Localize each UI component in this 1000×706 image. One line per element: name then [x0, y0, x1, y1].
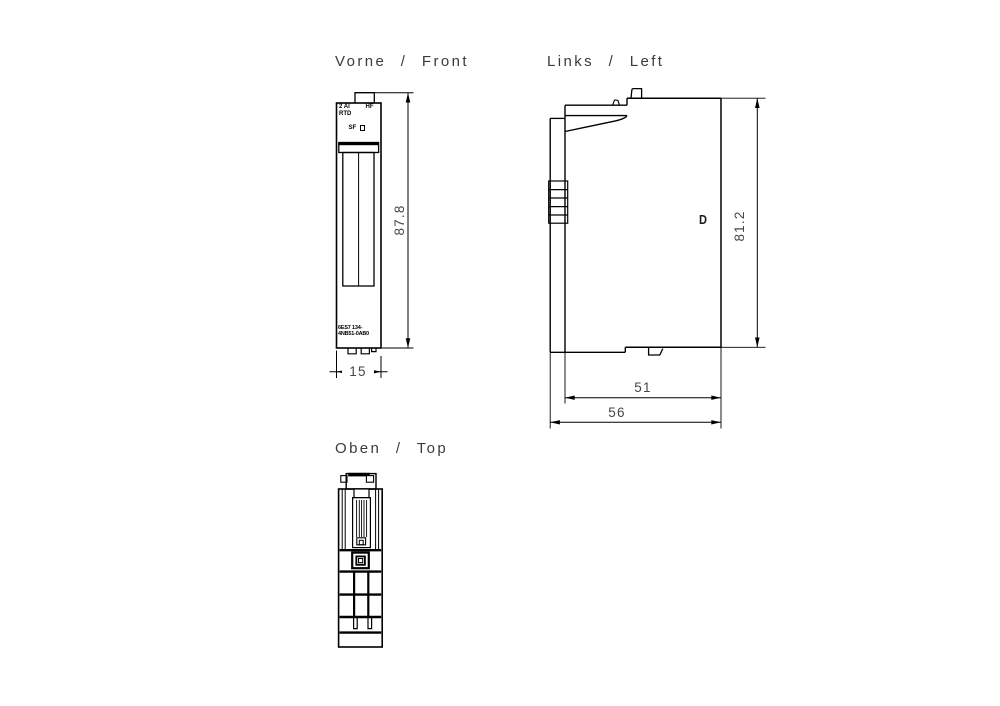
arrow-down [755, 338, 760, 348]
top-recess [354, 489, 369, 498]
front-bottom-feet [348, 348, 376, 354]
top-view-title: Oben / Top [335, 440, 449, 457]
left-depth51-dimension [565, 396, 721, 400]
left-slope-line [565, 116, 627, 132]
front-part-number-line1: 6ES7 134- [338, 324, 363, 331]
front-sf-led-label: SF [348, 124, 357, 131]
arrow-left [565, 396, 575, 400]
arrow-down [406, 338, 411, 348]
front-view-title: Vorne / Front [335, 53, 469, 70]
top-view-drawing [339, 473, 383, 647]
front-channel-label: 2 AI [339, 104, 350, 110]
front-sf-led-box [360, 125, 365, 131]
left-top-tab [631, 89, 642, 98]
front-top-tab [355, 93, 374, 103]
left-latch-bump [613, 100, 620, 105]
left-depth51-dim-text: 51 [634, 380, 652, 395]
left-rail-hook [649, 347, 663, 355]
arrow-up [406, 93, 411, 103]
left-height-dimension [755, 98, 760, 347]
front-part-number-line2: 4NB51-0AB0 [338, 331, 370, 337]
arrow-left [550, 420, 560, 424]
top-connector-notch [366, 476, 373, 483]
top-channel-slots [357, 500, 367, 537]
arrow-right [711, 396, 721, 400]
top-coding-element [352, 553, 369, 569]
left-d-marking: D [699, 212, 707, 227]
top-channel-bracket [357, 538, 366, 545]
front-terminal-cap-edge [339, 142, 379, 145]
front-width-dim-text: 15 [342, 364, 374, 380]
arrow-up [755, 98, 760, 108]
front-class-label: HF [365, 104, 374, 110]
top-bottom-slots [354, 617, 372, 629]
left-height-dim-text: 81.2 [732, 210, 747, 242]
left-view-title: Links / Left [547, 53, 665, 70]
arrow-right [711, 420, 721, 424]
left-view-drawing [549, 89, 766, 429]
front-height-dim-text: 87.8 [392, 204, 407, 236]
left-depth56-dim-text: 56 [608, 405, 626, 420]
front-type-label: RTD [339, 110, 352, 117]
